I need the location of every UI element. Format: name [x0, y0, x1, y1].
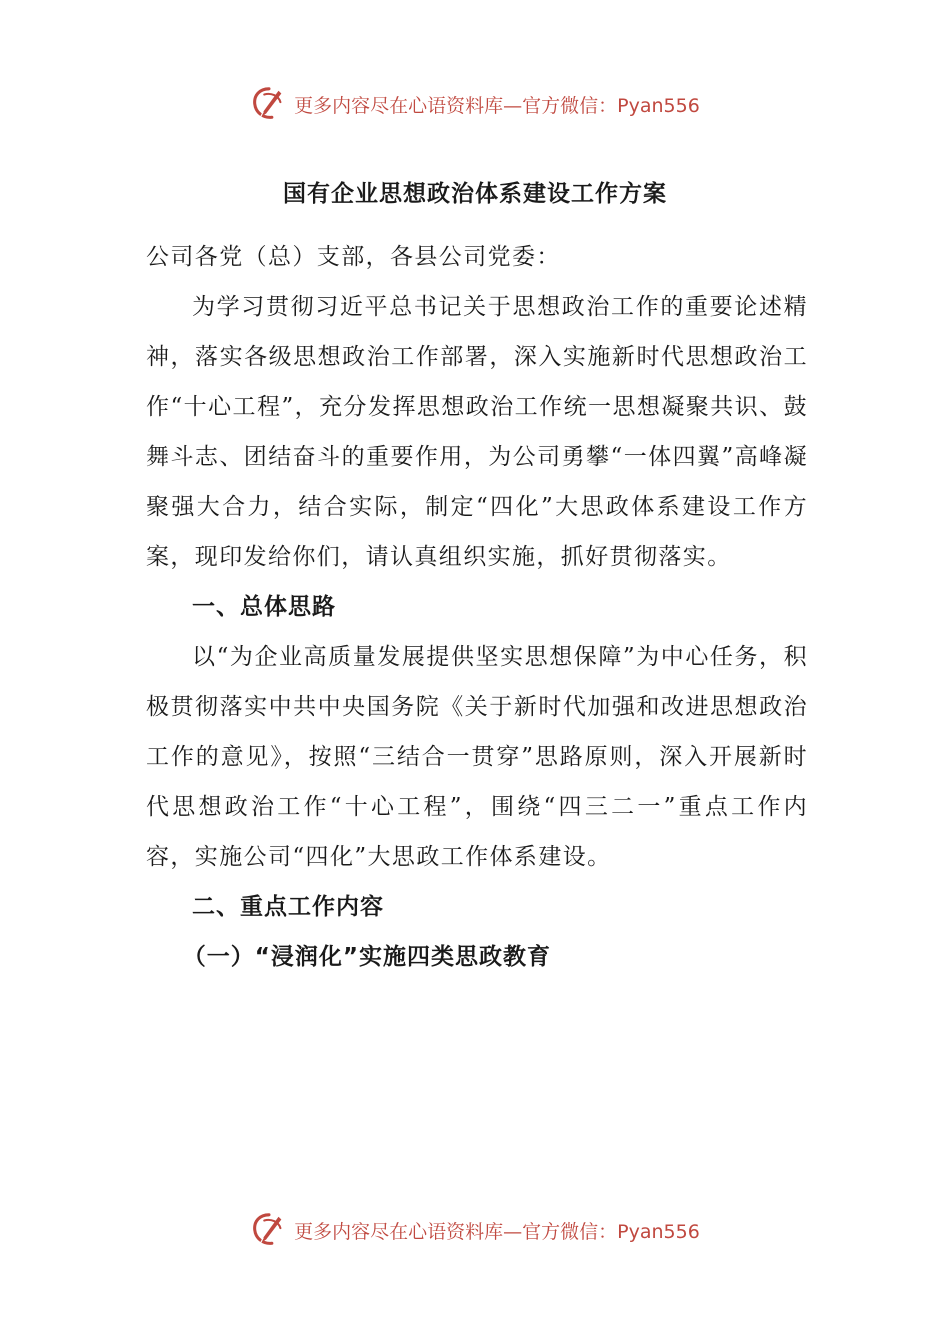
subsection-1-heading: （一）“浸润化”实施四类思政教育 [182, 944, 552, 970]
section-1-heading: 一、总体思路 [192, 594, 336, 620]
section-2-heading: 二、重点工作内容 [192, 894, 384, 920]
document-title: 国有企业思想政治体系建设工作方案 [283, 181, 667, 207]
banner-text: 更多内容尽在心语资料库— [294, 1220, 523, 1243]
salutation: 公司各党（总）支部，各县公司党委： [146, 244, 561, 270]
document-body [146, 232, 808, 982]
banner-wechat-id: 官方微信：Pyan556 [522, 1220, 700, 1243]
pen-swirl-logo-icon [250, 1211, 288, 1249]
pen-swirl-logo-icon [250, 85, 288, 123]
header-banner [0, 84, 950, 124]
banner-text: 更多内容尽在心语资料库— [294, 94, 523, 117]
footer-banner [0, 1210, 950, 1250]
banner-wechat-id: 官方微信：Pyan556 [522, 94, 700, 117]
intro-paragraph: 为学习贯彻习近平总书记关于思想政治工作的重要论述精神，落实各级思想政治工作部署，深入实施新时代思想政治工作“十心工程”，充分发挥思想政治工作统一思想凝聚共识、鼓舞斗志、团结奋斗的重要作用，为公司勇攀“一体四翼”高峰凝聚强大合力，结合实际，制定“四化”大思政体系建设工作方案，现印发给你们，请认真组织实施，抓好贯彻落实。 [146, 294, 808, 570]
section-1-paragraph: 以“为企业高质量发展提供坚实思想保障”为中心任务，积极贯彻落实中共中央国务院《关于新时代加强和改进思想政治工作的意见》，按照“三结合一贯穿”思路原则，深入开展新时代思想政治工作“十心工程”，围绕“四三二一”重点工作内容，实施公司“四化”大思政工作体系建设。 [146, 644, 808, 870]
